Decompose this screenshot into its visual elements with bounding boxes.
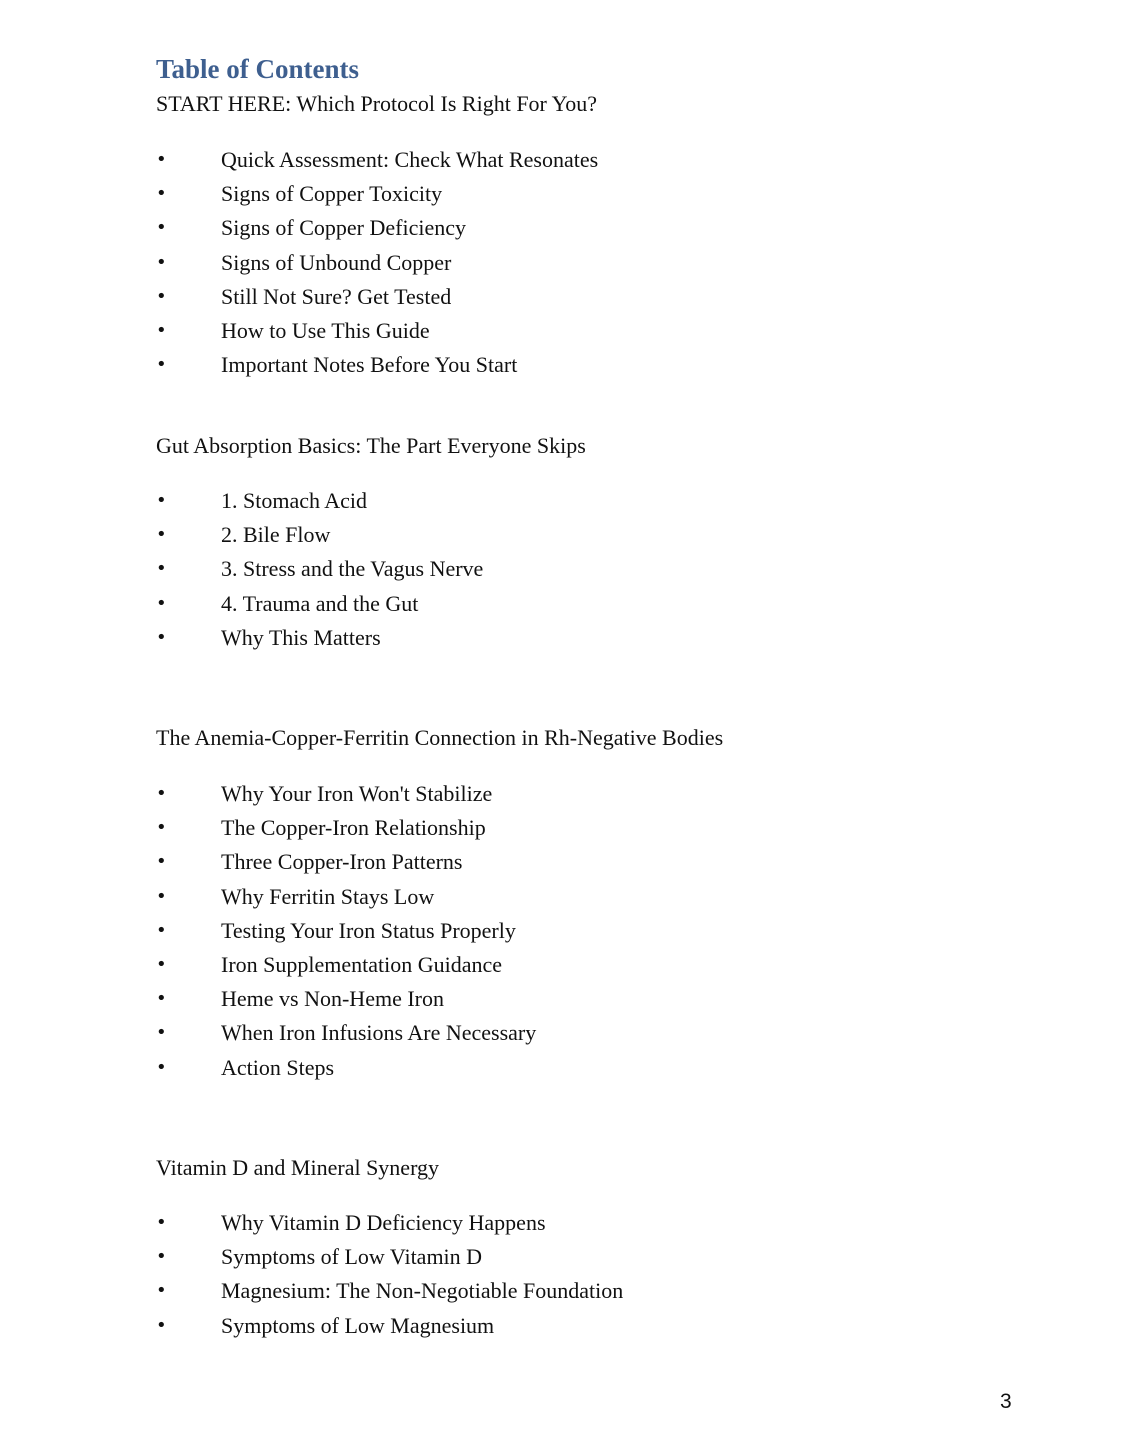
list-item (156, 143, 598, 177)
bullet-icon: • (156, 851, 167, 873)
list-item (156, 1051, 536, 1085)
page-title: Table of Contents (156, 54, 360, 84)
section-heading-gut-absorption: Gut Absorption Basics: The Part Everyone Skips (156, 433, 586, 458)
bullet-icon: • (156, 988, 167, 1010)
bullet-icon: • (156, 490, 167, 512)
list-item-label: How to Use This Guide (221, 318, 430, 344)
list-item (156, 948, 536, 982)
list-item (156, 211, 598, 245)
list-item (156, 777, 536, 811)
list-item (156, 348, 598, 382)
list-item-label: Still Not Sure? Get Tested (221, 283, 452, 309)
list-item (156, 484, 483, 518)
bullet-icon: • (156, 320, 167, 342)
list-item-label: Heme vs Non-Heme Iron (221, 986, 444, 1012)
list-item (156, 914, 536, 948)
bullet-icon: • (156, 1022, 167, 1044)
bullet-icon: • (156, 149, 167, 171)
list-item-label: Why Ferritin Stays Low (221, 883, 435, 909)
list-item (156, 1016, 536, 1050)
list-item-label: Signs of Copper Deficiency (221, 215, 466, 241)
bullet-icon: • (156, 1246, 167, 1268)
list-item (156, 587, 483, 621)
bullet-icon: • (156, 1280, 167, 1302)
list-item-label: Signs of Unbound Copper (221, 249, 452, 275)
list-item (156, 1240, 623, 1274)
bullet-icon: • (156, 817, 167, 839)
list-item-label: Three Copper-Iron Patterns (221, 849, 463, 875)
list-item (156, 280, 598, 314)
list-item (156, 314, 598, 348)
list-item-label: When Iron Infusions Are Necessary (221, 1020, 537, 1046)
section-list-anemia-copper-ferritin (156, 777, 536, 1085)
list-item-label: 3. Stress and the Vagus Nerve (221, 556, 484, 582)
list-item-label: 2. Bile Flow (221, 522, 331, 548)
bullet-icon: • (156, 354, 167, 376)
bullet-icon: • (156, 217, 167, 239)
list-item-label: Signs of Copper Toxicity (221, 181, 443, 207)
list-item-label: Why This Matters (221, 624, 381, 650)
list-item (156, 982, 536, 1016)
list-item-label: Quick Assessment: Check What Resonates (221, 147, 599, 173)
section-heading-anemia-copper-ferritin: The Anemia-Copper-Ferritin Connection in Rh-Negative Bodies (156, 725, 724, 750)
list-item (156, 621, 483, 655)
section-heading-vitamin-d: Vitamin D and Mineral Synergy (156, 1155, 440, 1180)
bullet-icon: • (156, 783, 167, 805)
list-item (156, 1274, 623, 1308)
bullet-icon: • (156, 1056, 167, 1078)
list-item-label: Action Steps (221, 1054, 335, 1080)
bullet-icon: • (156, 592, 167, 614)
list-item-label: Why Your Iron Won't Stabilize (221, 781, 493, 807)
list-item-label: Symptoms of Low Magnesium (221, 1312, 495, 1338)
page-number: 3 (1000, 1390, 1012, 1413)
list-item-label: Important Notes Before You Start (221, 352, 518, 378)
list-item-label: The Copper-Iron Relationship (221, 815, 486, 841)
list-item-label: Magnesium: The Non-Negotiable Foundation (221, 1278, 624, 1304)
list-item-label: 1. Stomach Acid (221, 488, 368, 514)
list-item-label: Iron Supplementation Guidance (221, 952, 503, 978)
bullet-icon: • (156, 183, 167, 205)
bullet-icon: • (156, 885, 167, 907)
list-item (156, 518, 483, 552)
bullet-icon: • (156, 558, 167, 580)
list-item (156, 1206, 623, 1240)
list-item (156, 880, 536, 914)
list-item-label: Why Vitamin D Deficiency Happens (221, 1210, 546, 1236)
bullet-icon: • (156, 1212, 167, 1234)
list-item-label: Testing Your Iron Status Properly (221, 917, 516, 943)
list-item (156, 246, 598, 280)
bullet-icon: • (156, 285, 167, 307)
list-item (156, 845, 536, 879)
bullet-icon: • (156, 626, 167, 648)
list-item-label: 4. Trauma and the Gut (221, 590, 419, 616)
section-heading-start-here: START HERE: Which Protocol Is Right For You? (156, 91, 598, 116)
bullet-icon: • (156, 251, 167, 273)
list-item (156, 1309, 623, 1343)
section-list-gut-absorption (156, 484, 483, 655)
bullet-icon: • (156, 524, 167, 546)
bullet-icon: • (156, 919, 167, 941)
section-list-vitamin-d (156, 1206, 623, 1343)
section-list-start-here (156, 143, 598, 382)
list-item (156, 552, 483, 586)
list-item-label: Symptoms of Low Vitamin D (221, 1244, 483, 1270)
bullet-icon: • (156, 1314, 167, 1336)
list-item (156, 811, 536, 845)
list-item (156, 177, 598, 211)
bullet-icon: • (156, 954, 167, 976)
